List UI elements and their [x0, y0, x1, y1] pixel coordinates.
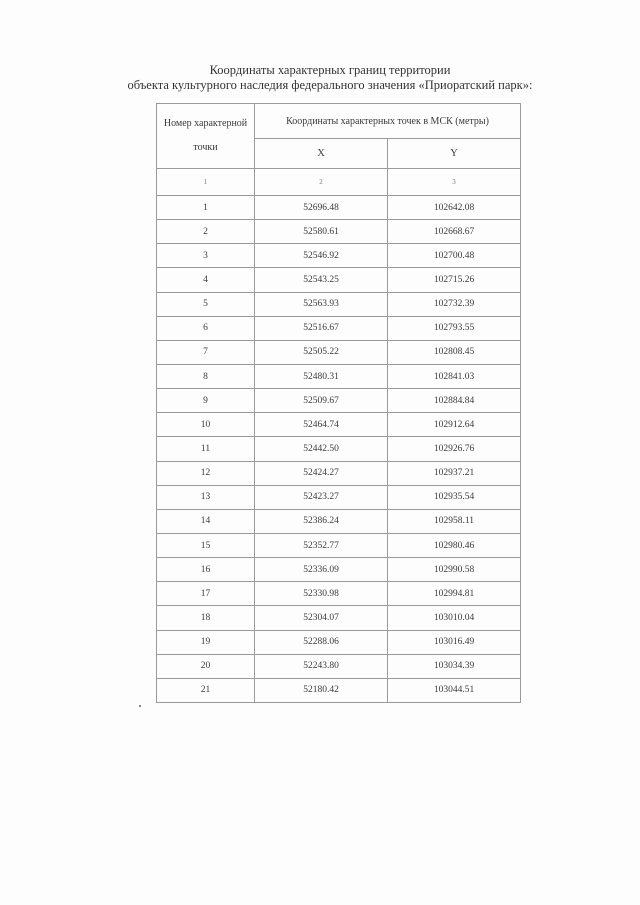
point-number-cell: 1 [157, 196, 255, 220]
y-coordinate-cell: 102642.08 [388, 196, 521, 220]
y-coordinate-cell: 102700.48 [388, 244, 521, 268]
table-row [157, 678, 521, 702]
table-row [157, 364, 521, 388]
point-number-cell: 17 [157, 582, 255, 606]
table-row [157, 292, 521, 316]
scan-speck [139, 705, 141, 707]
header-coordinates: Координаты характерных точек в МСК (метры) [255, 104, 521, 139]
y-coordinate-cell: 102935.54 [388, 485, 521, 509]
y-coordinate-cell: 102990.58 [388, 558, 521, 582]
x-coordinate-cell: 52330.98 [255, 582, 388, 606]
x-coordinate-cell: 52464.74 [255, 413, 388, 437]
x-coordinate-cell: 52516.67 [255, 316, 388, 340]
table-row [157, 606, 521, 630]
x-coordinate-cell: 52543.25 [255, 268, 388, 292]
point-number-cell: 20 [157, 654, 255, 678]
column-number: 2 [255, 169, 388, 196]
y-coordinate-cell: 103044.51 [388, 678, 521, 702]
point-number-cell: 5 [157, 292, 255, 316]
point-number-cell: 13 [157, 485, 255, 509]
header-x: X [255, 139, 388, 169]
point-number-cell: 10 [157, 413, 255, 437]
column-number: 3 [388, 169, 521, 196]
x-coordinate-cell: 52509.67 [255, 389, 388, 413]
table-row [157, 485, 521, 509]
y-coordinate-cell: 103034.39 [388, 654, 521, 678]
y-coordinate-cell: 102793.55 [388, 316, 521, 340]
table-row [157, 582, 521, 606]
y-coordinate-cell: 102937.21 [388, 461, 521, 485]
x-coordinate-cell: 52288.06 [255, 630, 388, 654]
y-coordinate-cell: 102980.46 [388, 533, 521, 557]
x-coordinate-cell: 52505.22 [255, 340, 388, 364]
point-number-cell: 7 [157, 340, 255, 364]
point-number-cell: 12 [157, 461, 255, 485]
table-row [157, 340, 521, 364]
y-coordinate-cell: 102884.84 [388, 389, 521, 413]
table-row [157, 389, 521, 413]
point-number-cell: 4 [157, 268, 255, 292]
point-number-cell: 8 [157, 364, 255, 388]
point-number-cell: 19 [157, 630, 255, 654]
table-row [157, 244, 521, 268]
x-coordinate-cell: 52423.27 [255, 485, 388, 509]
point-number-cell: 9 [157, 389, 255, 413]
table-row [157, 220, 521, 244]
point-number-cell: 16 [157, 558, 255, 582]
y-coordinate-cell: 103016.49 [388, 630, 521, 654]
y-coordinate-cell: 103010.04 [388, 606, 521, 630]
title-line-1: Координаты характерных границ территории [209, 63, 451, 77]
header-point-number: Номер характерной точки [157, 104, 255, 169]
point-number-cell: 15 [157, 533, 255, 557]
x-coordinate-cell: 52386.24 [255, 509, 388, 533]
point-number-cell: 21 [157, 678, 255, 702]
coordinates-table [156, 103, 521, 703]
y-coordinate-cell: 102808.45 [388, 340, 521, 364]
y-coordinate-cell: 102994.81 [388, 582, 521, 606]
y-coordinate-cell: 102841.03 [388, 364, 521, 388]
table-row [157, 196, 521, 220]
point-number-cell: 18 [157, 606, 255, 630]
x-coordinate-cell: 52180.42 [255, 678, 388, 702]
y-coordinate-cell: 102958.11 [388, 509, 521, 533]
point-number-cell: 3 [157, 244, 255, 268]
point-number-cell: 2 [157, 220, 255, 244]
y-coordinate-cell: 102926.76 [388, 437, 521, 461]
x-coordinate-cell: 52352.77 [255, 533, 388, 557]
x-coordinate-cell: 52580.61 [255, 220, 388, 244]
table-row [157, 316, 521, 340]
x-coordinate-cell: 52304.07 [255, 606, 388, 630]
x-coordinate-cell: 52243.80 [255, 654, 388, 678]
point-number-cell: 14 [157, 509, 255, 533]
column-number-row [157, 169, 521, 196]
y-coordinate-cell: 102715.26 [388, 268, 521, 292]
x-coordinate-cell: 52563.93 [255, 292, 388, 316]
table-row [157, 630, 521, 654]
table-row [157, 413, 521, 437]
table-row [157, 268, 521, 292]
column-number: 1 [157, 169, 255, 196]
table-row [157, 437, 521, 461]
point-number-cell: 11 [157, 437, 255, 461]
y-coordinate-cell: 102668.67 [388, 220, 521, 244]
x-coordinate-cell: 52546.92 [255, 244, 388, 268]
table-row [157, 461, 521, 485]
x-coordinate-cell: 52424.27 [255, 461, 388, 485]
x-coordinate-cell: 52336.09 [255, 558, 388, 582]
header-y: Y [388, 139, 521, 169]
table-row [157, 533, 521, 557]
y-coordinate-cell: 102912.64 [388, 413, 521, 437]
table-row [157, 509, 521, 533]
x-coordinate-cell: 52480.31 [255, 364, 388, 388]
point-number-cell: 6 [157, 316, 255, 340]
table-row [157, 654, 521, 678]
document-title [120, 63, 540, 93]
x-coordinate-cell: 52696.48 [255, 196, 388, 220]
y-coordinate-cell: 102732.39 [388, 292, 521, 316]
title-line-2: объекта культурного наследия федерального значения «Приоратский парк»: [127, 78, 533, 92]
x-coordinate-cell: 52442.50 [255, 437, 388, 461]
table-row [157, 558, 521, 582]
